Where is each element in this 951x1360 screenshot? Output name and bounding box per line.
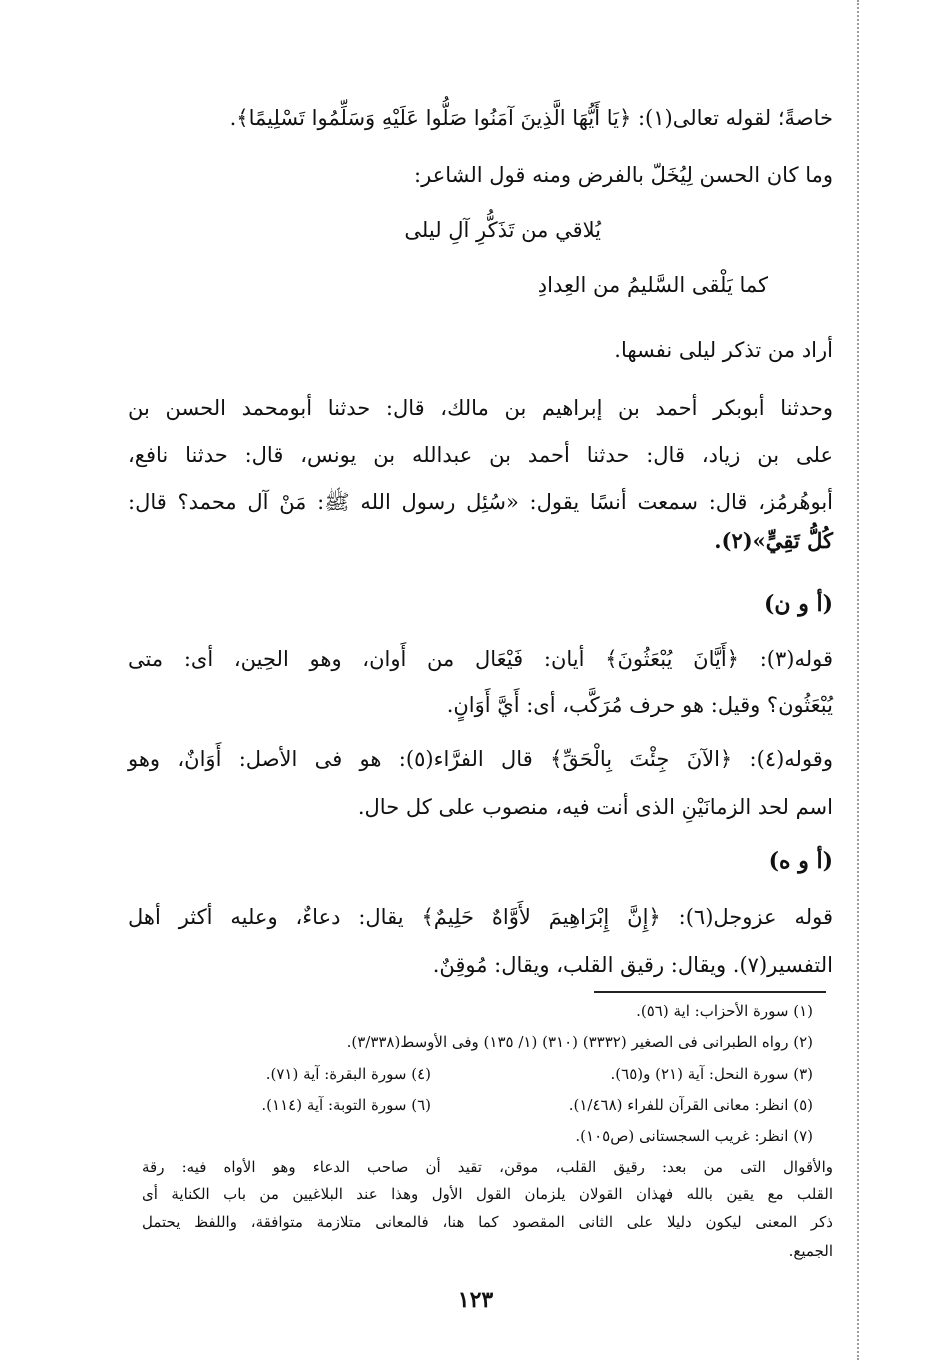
footnote-4: (٤) سورة البقرة: آية (٧١). <box>265 1065 431 1083</box>
text-line-10: وقوله(٤): ﴿الآنَ جِئْتَ بِالْحَقِّ﴾ قال الفرَّاء(٥): هو فى الأصل: أَوَانٌ، وهو <box>128 747 833 771</box>
footnote-7: (٧) انظر: غريب السجستانى (ص١٠٥). <box>575 1127 813 1145</box>
poem-verse-1: يُلاقي من تَذَكُّرِ آلِ ليلى <box>404 218 601 242</box>
text-line-6: أبوهُرمُز، قال: سمعت أنسًا يقول: «سُئِل رسول الله ﷺ: مَنْ آل محمد؟ قال: <box>128 490 833 514</box>
footnote-note-line-3: ذكر المعنى ليكون دليلا على الثانى المقصود كما هنا، فالمعانى متلازمة متوافقة، واللفظ يحتمل <box>142 1213 833 1231</box>
section-heading-awh: (أ و ه) <box>768 848 833 874</box>
text-line-12: قوله عزوجل(٦): ﴿إِنَّ إِبْرَاهِيمَ لأَوَّاهٌ حَلِيمٌ﴾ يقال: دعاءٌ، وعليه أكثر أهل <box>128 905 833 929</box>
footnote-5: (٥) انظر: معانى القرآن للفراء (١/٤٦٨). <box>568 1096 813 1114</box>
text-line-8: قوله(٣): ﴿أَيَّانَ يُبْعَثُونَ﴾ أيان: فَيْعَال من أَوان، وهو الحِين، أى: متى <box>128 647 833 671</box>
footnote-3: (٣) سورة النحل: آية (٢١) و(٦٥). <box>610 1065 813 1083</box>
text-line-13: التفسير(٧). ويقال: رقيق القلب، ويقال: مُوقِنٌ. <box>432 953 833 977</box>
text-line-1: خاصةً؛ لقوله تعالى(١): ﴿يَا أَيُّهَا الَّذِينَ آمَنُوا صَلُّوا عَلَيْهِ وَسَلِّمُوا تَسْلِيمًا﴾. <box>229 106 833 130</box>
text-line-11: اسم لحد الزمانَيْنِ الذى أنت فيه، منصوب على كل حال. <box>357 795 833 819</box>
text-line-9: يُبْعَثُون؟ وقيل: هو حرف مُرَكَّب، أى: أَيَّ أَوَانٍ. <box>446 693 833 717</box>
footnote-2: (٢) رواه الطبرانى فى الصغير (٣٣٣٢) (٣١٠) (١/ ١٣٥) وفى الأوسط(٣/٣٣٨). <box>346 1033 813 1051</box>
margin-dotted-line <box>857 0 859 1360</box>
footnote-6: (٦) سورة التوبة: آية (١١٤). <box>261 1096 431 1114</box>
page-number: ١٢٣ <box>457 1287 494 1313</box>
text-line-3: أراد من تذكر ليلى نفسها. <box>614 338 833 362</box>
footnote-separator <box>594 991 826 993</box>
text-line-5: على بن زياد، قال: حدثنا أحمد بن عبدالله بن يونس، قال: حدثنا نافع، <box>128 443 833 467</box>
footnote-1: (١) سورة الأحزاب: اية (٥٦). <box>636 1002 813 1020</box>
poem-verse-2: كما يَلْقى السَّليمُ من العِدادِ <box>537 273 768 297</box>
section-heading-awn: (أ و ن) <box>763 591 833 617</box>
text-line-4: وحدثنا أبوبكر أحمد بن إبراهيم بن مالك، قال: حدثنا أبومحمد الحسن بن <box>128 396 833 420</box>
footnote-note-line-2: القلب مع يقين بالله فهذان القولان يلزمان القول الأول وهذا عند البلاغيين من باب الكناية أى <box>142 1185 833 1203</box>
footnote-note-line-1: والأقوال التى من بعد: رقيق القلب، موقن، تقيد أن صاحب الدعاء وهو الأواه فيه: رقة <box>142 1158 833 1176</box>
text-line-7: كُلُّ تَقِيٍّ»(٢). <box>714 528 833 553</box>
text-line-2: وما كان الحسن لِيُخَلّ بالفرض ومنه قول الشاعر: <box>414 163 833 187</box>
footnote-note-line-4: الجميع. <box>788 1242 833 1260</box>
